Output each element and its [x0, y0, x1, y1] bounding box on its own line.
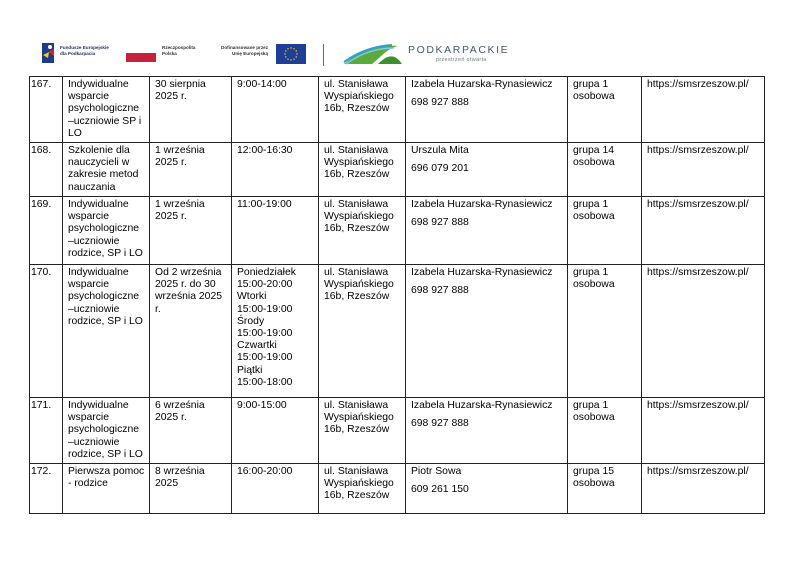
activity-date: 30 sierpnia 2025 r.	[150, 77, 232, 143]
time-line: Środy	[237, 315, 265, 327]
contact-phone: 609 261 150	[411, 484, 469, 496]
fundusze-europejskie-text	[60, 45, 109, 56]
activity-date: Od 2 września 2025 r. do 30 września 2025 r.	[150, 265, 232, 398]
activity-address: ul. Stanisława Wyspiańskiego 16b, Rzeszów	[319, 143, 406, 197]
activity-topic: Indywidualne wsparcie psychologiczne –uczniowie rodzice, SP i LO	[63, 197, 150, 265]
time-line: 12:00-16:30	[237, 145, 293, 156]
website-url: https://smsrzeszow.pl/	[642, 197, 765, 265]
contact-phone: 696 079 201	[411, 163, 469, 175]
time-line: 15:00-20:00	[237, 279, 293, 291]
table-row	[30, 197, 765, 265]
row-number: 170.	[30, 265, 63, 398]
contact-person: Izabela Huzarska-Rynasiewicz	[411, 199, 553, 210]
activity-time	[232, 265, 319, 398]
podkarpackie-swoosh-icon	[342, 42, 404, 66]
activity-time	[232, 143, 319, 197]
contact-person: Urszula Mita	[411, 145, 469, 156]
activity-address: ul. Stanisława Wyspiańskiego 16b, Rzeszów	[319, 464, 406, 514]
eu-text-line: Unię Europejską	[232, 50, 268, 56]
time-line: Poniedziałek	[237, 267, 296, 278]
activity-date: 1 września 2025 r.	[150, 197, 232, 265]
fundusze-europejskie-logo-icon	[40, 41, 58, 65]
activity-time	[232, 464, 319, 514]
contact-cell	[406, 197, 568, 265]
group-size: grupa 1 osobowa	[568, 77, 642, 143]
contact-cell	[406, 265, 568, 398]
group-size: grupa 1 osobowa	[568, 398, 642, 464]
time-line: 9:00-15:00	[237, 400, 287, 411]
eu-text-line: Dofinansowane przez	[221, 45, 268, 50]
time-line: 16:00-20:00	[237, 466, 293, 477]
contact-person: Izabela Huzarska-Rynasiewicz	[411, 400, 553, 411]
activity-address: ul. Stanisława Wyspiańskiego 16b, Rzeszów	[319, 265, 406, 398]
activity-topic: Indywidualne wsparcie psychologiczne –uczniowie rodzice, SP i LO	[63, 265, 150, 398]
group-size: grupa 14 osobowa	[568, 143, 642, 197]
activity-address: ul. Stanisława Wyspiańskiego 16b, Rzeszów	[319, 77, 406, 143]
group-size: grupa 1 osobowa	[568, 197, 642, 265]
row-number: 172.	[30, 464, 63, 514]
time-line: 15:00-18:00	[237, 376, 293, 388]
time-line: 15:00-19:00	[237, 328, 293, 340]
eu-flag-icon	[276, 44, 306, 64]
rzeczpospolita-polska-text	[162, 45, 195, 56]
activity-date: 8 września 2025	[150, 464, 232, 514]
activity-time	[232, 77, 319, 143]
time-line: Czwartki	[237, 340, 277, 352]
schedule-table	[29, 76, 765, 514]
contact-phone: 698 927 888	[411, 285, 469, 297]
time-line: 15:00-19:00	[237, 303, 293, 315]
activity-time	[232, 197, 319, 265]
time-line: 15:00-19:00	[237, 352, 293, 364]
time-line: 9:00-14:00	[237, 79, 287, 90]
table-row	[30, 77, 765, 143]
row-number: 167.	[30, 77, 63, 143]
website-url: https://smsrzeszow.pl/	[642, 398, 765, 464]
contact-phone: 698 927 888	[411, 418, 469, 430]
header-logos	[0, 0, 800, 76]
activity-topic: Szkolenie dla nauczycieli w zakresie metod nauczania	[63, 143, 150, 197]
time-line: 11:00-19:00	[237, 199, 292, 210]
contact-cell	[406, 398, 568, 464]
table-row	[30, 265, 765, 398]
activity-date: 1 września 2025 r.	[150, 143, 232, 197]
website-url: https://smsrzeszow.pl/	[642, 77, 765, 143]
group-size: grupa 15 osobowa	[568, 464, 642, 514]
activity-address: ul. Stanisława Wyspiańskiego 16b, Rzeszów	[319, 398, 406, 464]
website-url: https://smsrzeszow.pl/	[642, 143, 765, 197]
logo-divider	[323, 44, 324, 66]
contact-phone: 698 927 888	[411, 217, 469, 229]
activity-date: 6 września 2025 r.	[150, 398, 232, 464]
time-line: Piątki	[237, 364, 263, 376]
fe-text-line: Fundusze Europejskie	[60, 45, 109, 50]
activity-topic: Pierwsza pomoc - rodzice	[63, 464, 150, 514]
row-number: 171.	[30, 398, 63, 464]
table-row	[30, 143, 765, 197]
podkarpackie-slogan: przestrzeń otwarta	[436, 57, 487, 63]
table-row	[30, 464, 765, 514]
pl-text-line: Rzeczpospolita	[162, 45, 196, 50]
activity-time	[232, 398, 319, 464]
pl-text-line: Polska	[162, 50, 177, 56]
fe-text-line: dla Podkarpacia	[60, 50, 96, 56]
contact-person: Piotr Sowa	[411, 466, 462, 477]
contact-cell	[406, 143, 568, 197]
podkarpackie-name: PODKARPACKIE	[408, 44, 510, 56]
polish-flag-icon	[126, 44, 156, 62]
row-number: 169.	[30, 197, 63, 265]
contact-cell	[406, 464, 568, 514]
website-url: https://smsrzeszow.pl/	[642, 464, 765, 514]
table-row	[30, 398, 765, 464]
contact-cell	[406, 77, 568, 143]
activity-address: ul. Stanisława Wyspiańskiego 16b, Rzeszów	[319, 197, 406, 265]
activity-topic: Indywidualne wsparcie psychologiczne –uczniowie rodzice, SP i LO	[63, 398, 150, 464]
contact-person: Izabela Huzarska-Rynasiewicz	[411, 79, 553, 90]
group-size: grupa 1 osobowa	[568, 265, 642, 398]
eu-funding-text	[218, 45, 268, 56]
row-number: 168.	[30, 143, 63, 197]
website-url: https://smsrzeszow.pl/	[642, 265, 765, 398]
activity-topic: Indywidualne wsparcie psychologiczne –uczniowie SP i LO	[63, 77, 150, 143]
contact-phone: 698 927 888	[411, 97, 469, 109]
time-line: Wtorki	[237, 291, 267, 303]
contact-person: Izabela Huzarska-Rynasiewicz	[411, 267, 553, 278]
